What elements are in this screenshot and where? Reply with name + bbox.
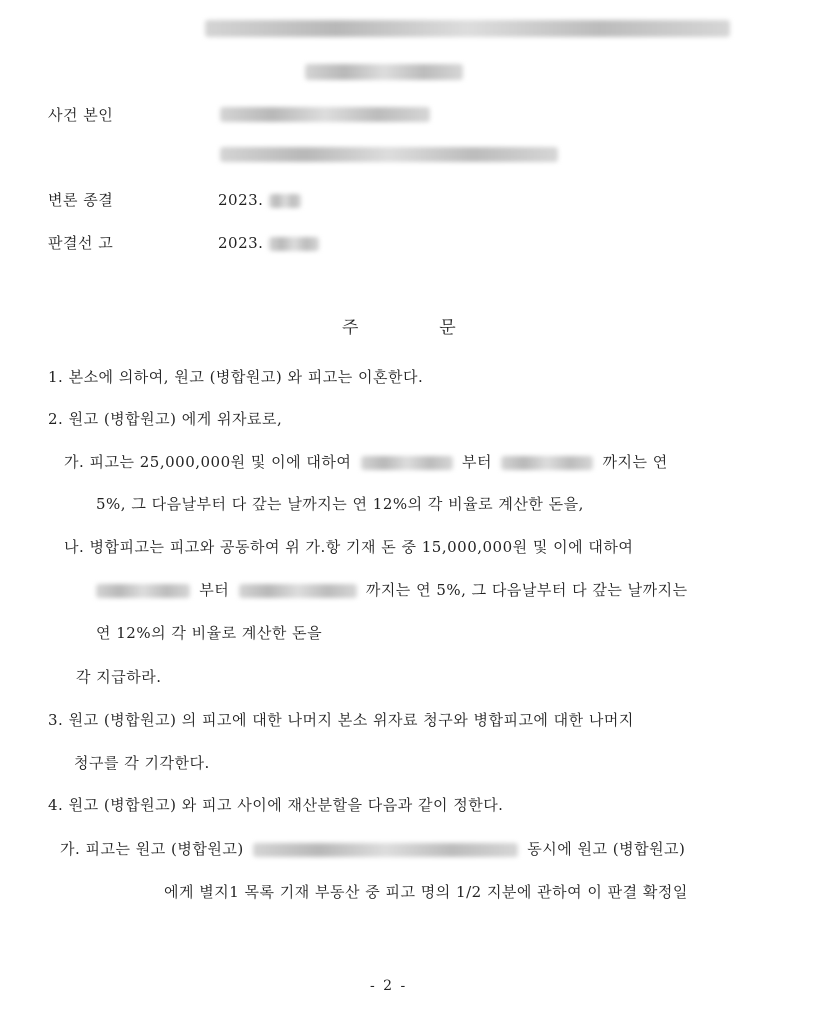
redacted-court-line-1 <box>205 20 730 37</box>
item-4-ga-post: 동시에 원고 (병합원고) <box>527 840 686 858</box>
case-label: 사건 본인 <box>48 106 114 124</box>
redacted-verdict-date <box>269 237 319 251</box>
redacted-property-text <box>253 843 518 857</box>
order-item-4-ga-line-1 <box>60 839 685 859</box>
redacted-date-to-2 <box>239 584 357 598</box>
order-title-char-1: 주 <box>342 318 359 338</box>
redacted-case-name <box>220 107 430 122</box>
item-2-ga-post: 까지는 연 <box>602 453 668 471</box>
order-item-2-na-line-3: 연 12%의 각 비율로 계산한 돈을 <box>96 624 323 642</box>
item-2-ga-pre: 가. 피고는 25,000,000원 및 이에 대하여 <box>64 453 352 471</box>
order-item-2-ga-line-1 <box>64 452 668 472</box>
order-title <box>342 318 456 338</box>
closing-year: 2023. <box>218 191 264 209</box>
redacted-case-address <box>220 147 558 162</box>
item-2-na-mid: 부터 <box>199 581 230 599</box>
closing-label: 변론 종결 <box>48 191 114 209</box>
verdict-date <box>218 233 319 253</box>
order-item-4: 4. 원고 (병합원고) 와 피고 사이에 재산분할을 다음과 같이 정한다. <box>48 796 504 814</box>
order-item-3-line-1: 3. 원고 (병합원고) 의 피고에 대한 나머지 본소 위자료 청구와 병합피고에 대한 나머지 <box>48 711 634 729</box>
redacted-closing-date <box>269 194 301 208</box>
closing-date <box>218 190 301 210</box>
redacted-date-to <box>501 456 593 470</box>
verdict-year: 2023. <box>218 234 264 252</box>
order-title-char-2: 문 <box>439 318 456 338</box>
order-item-4-ga-line-2: 에게 별지1 목록 기재 부동산 중 피고 명의 1/2 지분에 관하여 이 판결 확정일 <box>164 883 688 901</box>
item-2-ga-mid: 부터 <box>461 453 492 471</box>
order-item-2-end: 각 지급하라. <box>76 668 162 686</box>
redacted-court-line-2 <box>305 64 463 80</box>
order-item-2-na-line-1: 나. 병합피고는 피고와 공동하여 위 가.항 기재 돈 중 15,000,000원 및 이에 대하여 <box>64 538 634 556</box>
order-item-2-na-line-2 <box>96 580 688 600</box>
item-2-na-post: 까지는 연 5%, 그 다음날부터 다 갚는 날까지는 <box>365 581 688 599</box>
verdict-label: 판결선 고 <box>48 234 114 252</box>
order-item-2: 2. 원고 (병합원고) 에게 위자료로, <box>48 410 283 428</box>
order-item-1: 1. 본소에 의하여, 원고 (병합원고) 와 피고는 이혼한다. <box>48 368 424 386</box>
page-number: - 2 - <box>370 978 408 994</box>
order-item-2-ga-line-2: 5%, 그 다음날부터 다 갚는 날까지는 연 12%의 각 비율로 계산한 돈을, <box>96 495 584 513</box>
order-item-3-line-2: 청구를 각 기각한다. <box>74 754 210 772</box>
redacted-date-from-2 <box>96 584 190 598</box>
redacted-date-from <box>361 456 453 470</box>
item-4-ga-pre: 가. 피고는 원고 (병합원고) <box>60 840 244 858</box>
